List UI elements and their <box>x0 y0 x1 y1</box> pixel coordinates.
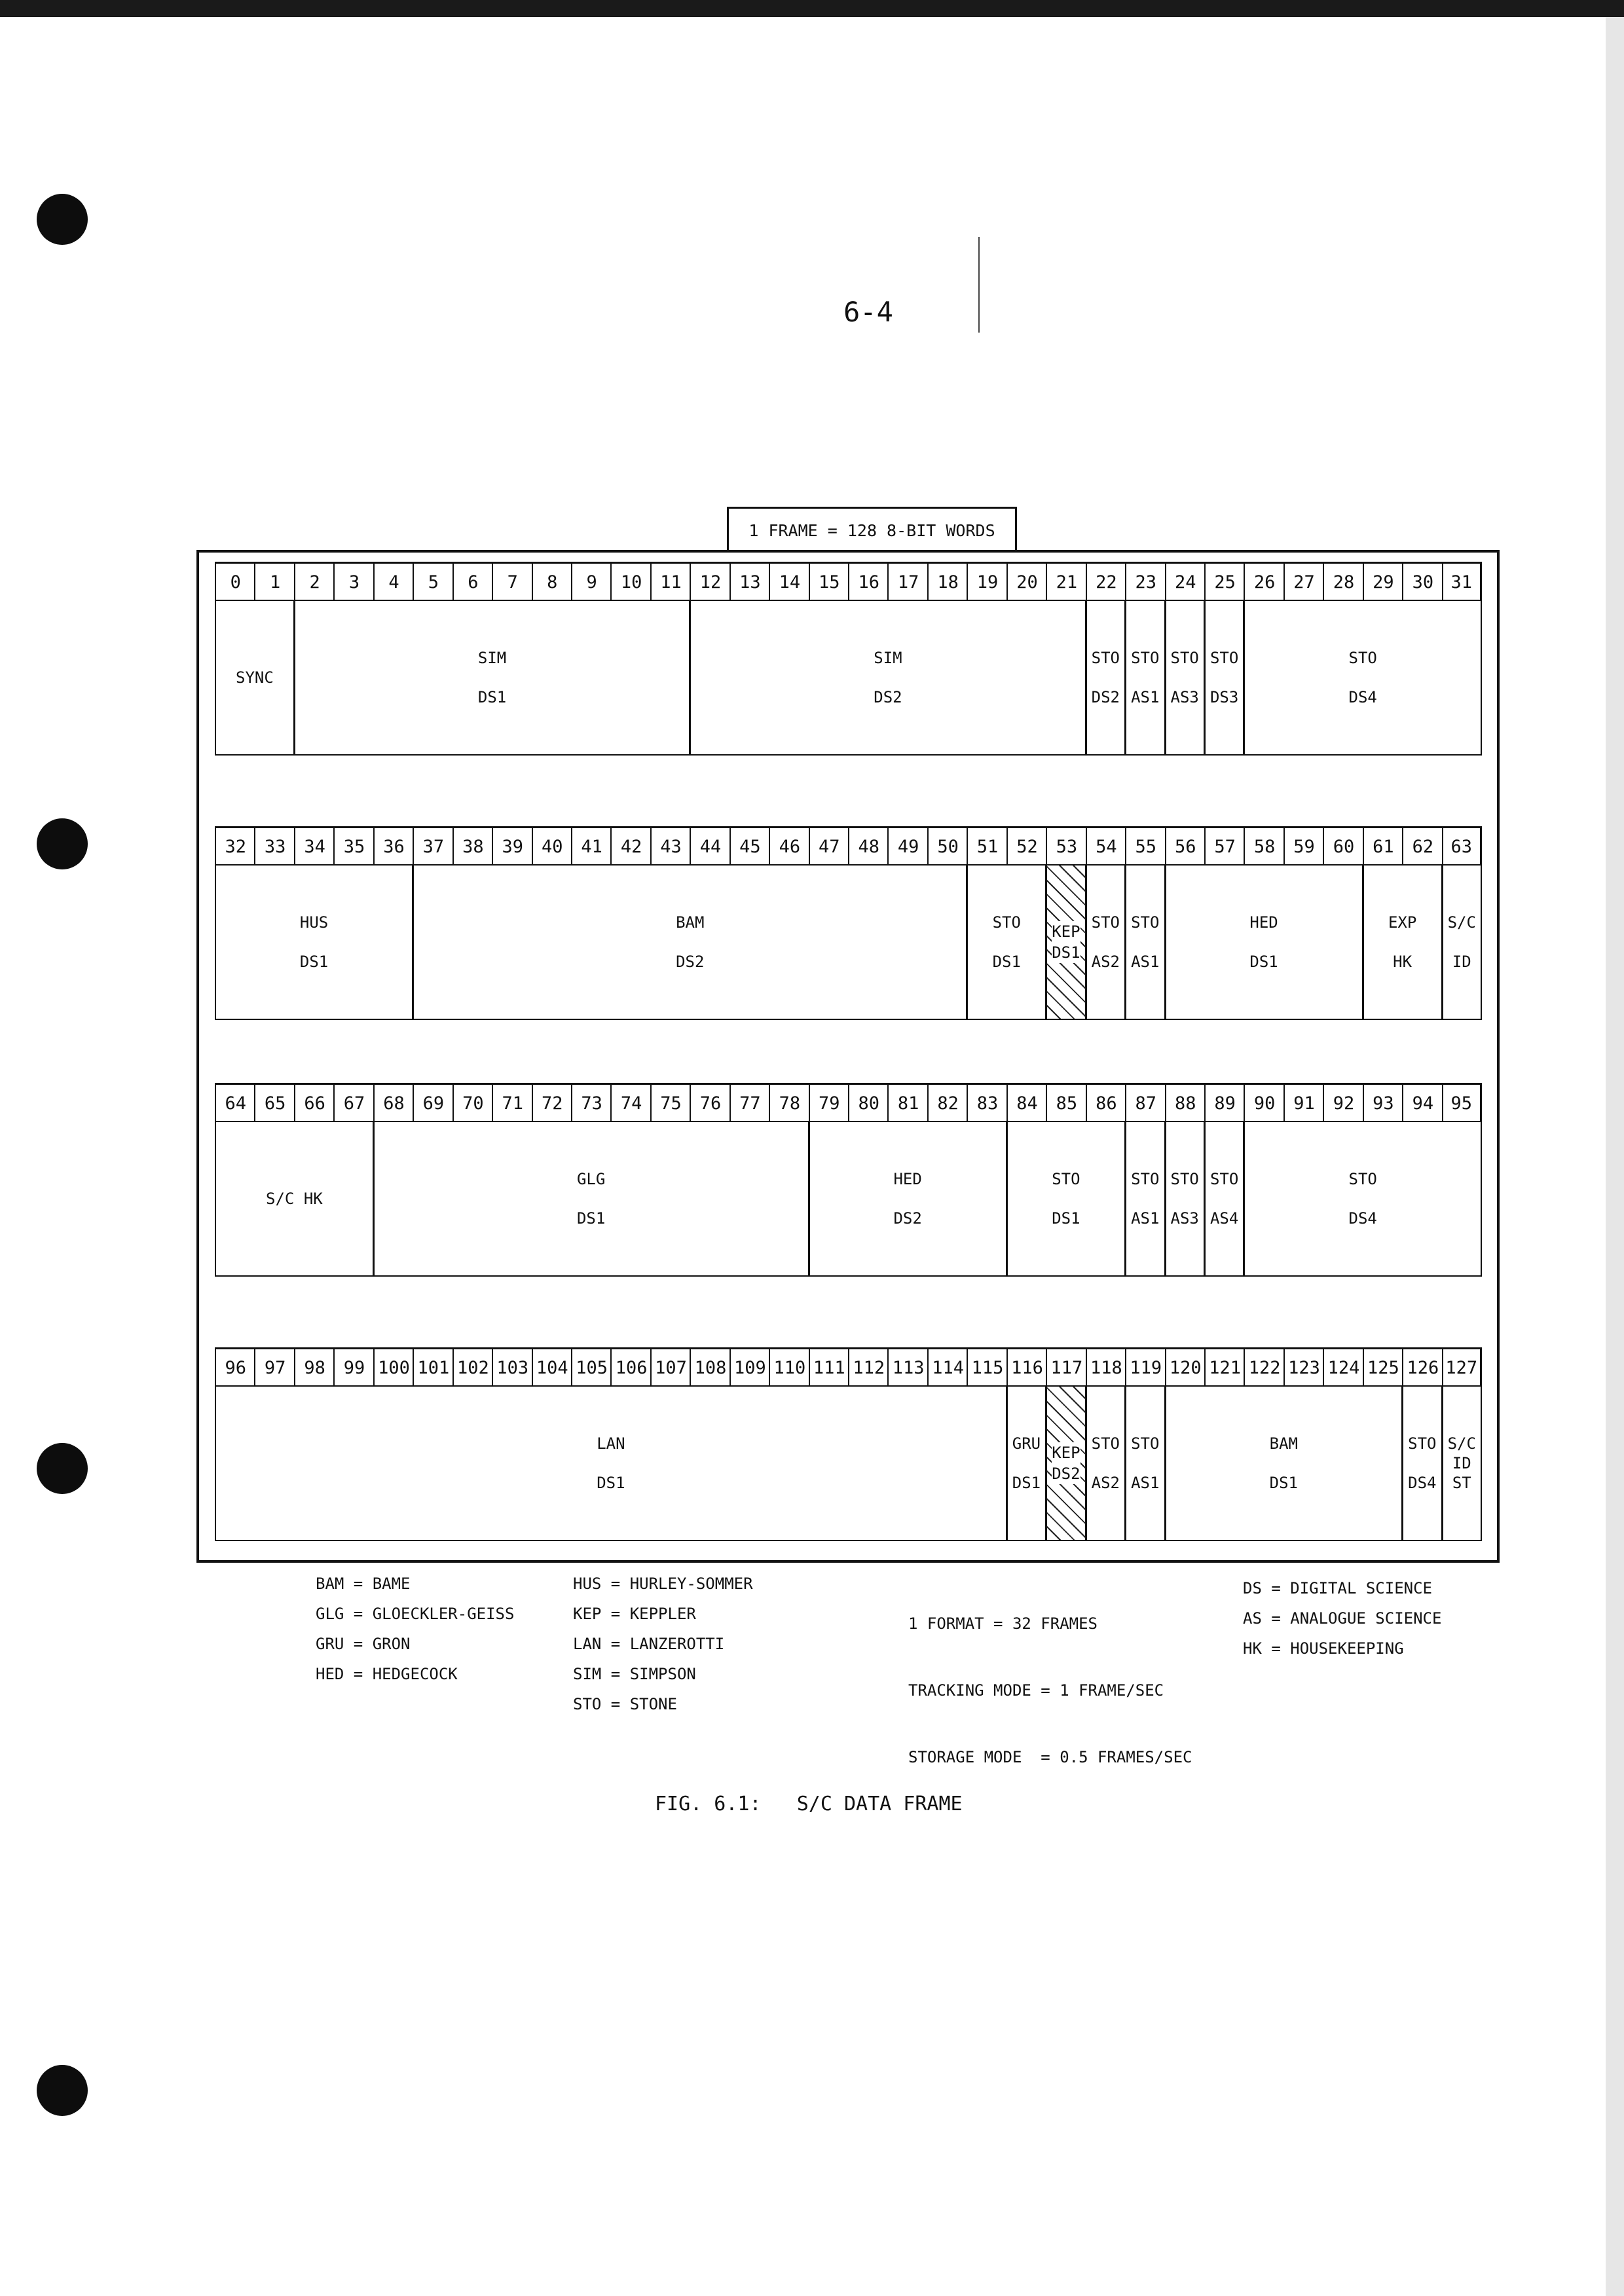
punch-hole-3 <box>37 1443 88 1494</box>
word-number-cell: 73 <box>571 1083 611 1121</box>
word-number-cell: 112 <box>848 1347 888 1385</box>
data-field-label: AS2 <box>1091 1474 1120 1492</box>
legend-entry: TRACKING MODE = 1 FRAME/SEC <box>908 1681 1164 1700</box>
legend-entry: HED = HEDGECOCK <box>316 1665 458 1683</box>
data-field-label: HED <box>893 1170 922 1188</box>
word-number-cell: 81 <box>887 1083 927 1121</box>
legend-entry: AS = ANALOGUE SCIENCE <box>1243 1609 1442 1628</box>
data-field <box>1442 1385 1482 1541</box>
data-field <box>373 1121 809 1277</box>
word-number-cell: 21 <box>1046 562 1086 600</box>
word-number-cell: 93 <box>1363 1083 1403 1121</box>
word-number-cell: 38 <box>452 826 492 864</box>
data-field-label: DS1 <box>576 1209 606 1228</box>
word-number-cell: 48 <box>848 826 888 864</box>
data-field-label: SYNC <box>236 668 274 687</box>
data-field-label: BAM <box>1269 1434 1298 1453</box>
data-field-label: ID <box>1452 1454 1471 1472</box>
word-number-cell: 56 <box>1165 826 1205 864</box>
word-number-cell: 18 <box>927 562 967 600</box>
word-number-cell: 98 <box>294 1347 334 1385</box>
word-number-cell: 19 <box>967 562 1006 600</box>
data-field-label: S/C <box>1447 913 1476 932</box>
data-field-label: STO <box>1131 1170 1160 1188</box>
data-field <box>690 600 1086 756</box>
data-field-label: STO <box>1052 1170 1080 1188</box>
word-number-cell: 120 <box>1165 1347 1205 1385</box>
legend-investigators-1 <box>316 1569 514 1689</box>
word-number-cell: 63 <box>1442 826 1482 864</box>
data-field-label: STO <box>1131 649 1160 667</box>
data-field-label: SIM <box>477 649 507 667</box>
data-field-label: LAN <box>597 1434 625 1453</box>
legend-entry: DS = DIGITAL SCIENCE <box>1243 1579 1432 1597</box>
data-field-label: HED <box>1249 913 1278 932</box>
data-field-label: STO <box>1408 1434 1437 1453</box>
data-field-label: S/C HK <box>266 1190 323 1208</box>
word-number-cell: 68 <box>373 1083 413 1121</box>
word-number-cell: 111 <box>809 1347 849 1385</box>
word-number-cell: 59 <box>1283 826 1323 864</box>
data-field-label: STO <box>1209 649 1239 667</box>
word-number-cell: 101 <box>413 1347 452 1385</box>
word-number-cell: 50 <box>927 826 967 864</box>
word-number-cell: 115 <box>967 1347 1006 1385</box>
legend-modes <box>908 1572 1192 1791</box>
scan-top-border <box>0 0 1624 17</box>
frame-row <box>215 1083 1481 1277</box>
data-field <box>1125 600 1165 756</box>
data-field <box>809 1121 1007 1277</box>
word-number-cell: 85 <box>1046 1083 1086 1121</box>
word-number-cell: 20 <box>1006 562 1046 600</box>
data-field <box>215 600 295 756</box>
data-field <box>1086 600 1126 756</box>
word-number-cell: 30 <box>1402 562 1442 600</box>
data-field <box>1125 1385 1165 1541</box>
word-number-cell: 46 <box>769 826 809 864</box>
legend-entry: KEP = KEPPLER <box>573 1605 696 1623</box>
word-number-cell: 95 <box>1442 1083 1482 1121</box>
data-field <box>1165 864 1363 1020</box>
data-field <box>1363 864 1443 1020</box>
scan-mark <box>978 237 980 333</box>
word-number-cell: 62 <box>1402 826 1442 864</box>
word-number-cell: 33 <box>254 826 294 864</box>
word-number-cell: 76 <box>690 1083 729 1121</box>
word-number-cell: 25 <box>1204 562 1244 600</box>
word-number-cell: 41 <box>571 826 611 864</box>
word-number-cell: 117 <box>1046 1347 1086 1385</box>
data-field-label: DS4 <box>1348 688 1377 706</box>
data-field <box>215 1121 374 1277</box>
word-number-cell: 96 <box>215 1347 255 1385</box>
word-number-cell: 53 <box>1046 826 1086 864</box>
word-number-cell: 106 <box>610 1347 650 1385</box>
data-field-label: DS2 <box>1091 688 1120 706</box>
word-number-cell: 57 <box>1204 826 1244 864</box>
legend-abbreviations <box>1243 1573 1441 1664</box>
word-number-cell: 118 <box>1086 1347 1126 1385</box>
word-number-cell: 61 <box>1363 826 1403 864</box>
data-field-label: HK <box>1393 953 1412 971</box>
data-field-label: AS1 <box>1131 1209 1160 1228</box>
data-field-label: DS2 <box>676 953 705 971</box>
word-number-cell: 49 <box>887 826 927 864</box>
data-field-label: AS3 <box>1170 1209 1199 1228</box>
data-field <box>1165 600 1205 756</box>
data-field-label: STO <box>1091 649 1120 667</box>
word-number-cell: 82 <box>927 1083 967 1121</box>
data-field-label: GLG <box>576 1170 606 1188</box>
data-field-label: EXP <box>1388 913 1417 932</box>
data-field <box>1204 1121 1244 1277</box>
data-field-label: DS2 <box>874 688 902 706</box>
word-number-cell: 64 <box>215 1083 255 1121</box>
data-field-label: DS1 <box>1052 1209 1080 1228</box>
data-field-label: DS1 <box>1052 943 1080 962</box>
data-field-label: STO <box>1348 649 1377 667</box>
scan-right-edge <box>1606 17 1624 2296</box>
word-number-cell: 104 <box>532 1347 572 1385</box>
data-field-label: DS4 <box>1348 1209 1377 1228</box>
word-number-cell: 113 <box>887 1347 927 1385</box>
data-field-label: HUS <box>299 913 329 932</box>
data-field-label: STO <box>1131 1434 1160 1453</box>
data-field <box>1402 1385 1442 1541</box>
word-number-cell: 123 <box>1283 1347 1323 1385</box>
data-field-label: STO <box>1170 649 1199 667</box>
data-field-label: BAM <box>676 913 705 932</box>
word-number-cell: 122 <box>1244 1347 1283 1385</box>
word-number-cell: 23 <box>1125 562 1165 600</box>
word-number-cell: 37 <box>413 826 452 864</box>
data-field-label: DS3 <box>1209 688 1239 706</box>
word-number-cell: 69 <box>413 1083 452 1121</box>
data-field-label: STO <box>1091 913 1120 932</box>
data-field-label: DS1 <box>477 688 507 706</box>
legend-entry: BAM = BAME <box>316 1575 411 1593</box>
word-number-cell: 119 <box>1125 1347 1165 1385</box>
data-field-label: STO <box>1170 1170 1199 1188</box>
word-number-cell: 36 <box>373 826 413 864</box>
word-number-cell: 125 <box>1363 1347 1403 1385</box>
word-number-cell: 65 <box>254 1083 294 1121</box>
data-field-label: STO <box>1091 1434 1120 1453</box>
word-number-cell: 3 <box>333 562 373 600</box>
word-number-cell: 17 <box>887 562 927 600</box>
data-field-label: DS1 <box>1249 953 1278 971</box>
data-field-label: DS1 <box>597 1474 625 1492</box>
data-field <box>1086 1385 1126 1541</box>
word-number-cell: 31 <box>1442 562 1482 600</box>
legend-entry: GLG = GLOECKLER-GEISS <box>316 1605 515 1623</box>
punch-hole-4 <box>37 2065 88 2116</box>
word-number-cell: 22 <box>1086 562 1126 600</box>
data-field-label: STO <box>1348 1170 1377 1188</box>
word-number-cell: 109 <box>729 1347 769 1385</box>
figure-caption: FIG. 6.1: S/C DATA FRAME <box>655 1793 963 1815</box>
data-field-label: ST <box>1452 1474 1471 1492</box>
word-number-cell: 4 <box>373 562 413 600</box>
word-number-cell: 99 <box>333 1347 373 1385</box>
data-field <box>1442 864 1482 1020</box>
word-number-cell: 71 <box>492 1083 532 1121</box>
data-field <box>1046 864 1086 1020</box>
word-number-cell: 100 <box>373 1347 413 1385</box>
legend-entry: SIM = SIMPSON <box>573 1665 696 1683</box>
word-number-cell: 92 <box>1323 1083 1363 1121</box>
word-number-cell: 94 <box>1402 1083 1442 1121</box>
word-number-cell: 9 <box>571 562 611 600</box>
data-field-label: AS1 <box>1131 688 1160 706</box>
word-number-cell: 13 <box>729 562 769 600</box>
word-number-cell: 80 <box>848 1083 888 1121</box>
word-number-cell: 52 <box>1006 826 1046 864</box>
data-field <box>1006 1121 1126 1277</box>
data-field <box>1125 864 1165 1020</box>
word-number-cell: 67 <box>333 1083 373 1121</box>
word-number-cell: 47 <box>809 826 849 864</box>
data-field <box>1086 864 1126 1020</box>
legend-entry: STORAGE MODE = 0.5 FRAMES/SEC <box>908 1748 1192 1766</box>
data-field <box>1006 1385 1046 1541</box>
frame-row <box>215 1347 1481 1541</box>
word-number-cell: 75 <box>650 1083 690 1121</box>
word-number-cell: 32 <box>215 826 255 864</box>
word-number-cell: 60 <box>1323 826 1363 864</box>
word-number-cell: 126 <box>1402 1347 1442 1385</box>
word-number-cell: 7 <box>492 562 532 600</box>
word-number-cell: 54 <box>1086 826 1126 864</box>
data-field-label: AS1 <box>1131 953 1160 971</box>
data-field-label: AS1 <box>1131 1474 1160 1492</box>
word-number-cell: 10 <box>610 562 650 600</box>
frame-caption: 1 FRAME = 128 8-BIT WORDS <box>727 507 1017 552</box>
data-field-label: DS1 <box>1012 1474 1041 1492</box>
word-number-cell: 84 <box>1006 1083 1046 1121</box>
word-number-cell: 35 <box>333 826 373 864</box>
word-number-cell: 77 <box>729 1083 769 1121</box>
word-number-cell: 0 <box>215 562 255 600</box>
word-number-cell: 6 <box>452 562 492 600</box>
data-field-label: STO <box>1131 913 1160 932</box>
data-field-label: KEP <box>1052 1444 1080 1462</box>
word-number-cell: 39 <box>492 826 532 864</box>
data-field-label: GRU <box>1012 1434 1041 1453</box>
word-number-cell: 87 <box>1125 1083 1165 1121</box>
legend-investigators-2 <box>573 1569 753 1719</box>
data-field-label: S/C <box>1447 1434 1476 1453</box>
legend-entry: GRU = GRON <box>316 1635 411 1653</box>
punch-hole-2 <box>37 818 88 869</box>
word-number-cell: 116 <box>1006 1347 1046 1385</box>
data-field-label: AS3 <box>1170 688 1199 706</box>
word-number-cell: 58 <box>1244 826 1283 864</box>
word-number-cell: 1 <box>254 562 294 600</box>
frame-row <box>215 826 1481 1020</box>
punch-hole-1 <box>37 194 88 245</box>
data-field-label: DS2 <box>893 1209 922 1228</box>
legend-entry: LAN = LANZEROTTI <box>573 1635 725 1653</box>
data-field <box>413 864 967 1020</box>
legend-entry: HK = HOUSEKEEPING <box>1243 1639 1404 1658</box>
data-field <box>1125 1121 1165 1277</box>
word-number-cell: 78 <box>769 1083 809 1121</box>
frame-row <box>215 562 1481 756</box>
word-number-cell: 108 <box>690 1347 729 1385</box>
data-field-label: SIM <box>874 649 902 667</box>
word-number-cell: 86 <box>1086 1083 1126 1121</box>
data-field <box>215 1385 1007 1541</box>
word-number-cell: 40 <box>532 826 572 864</box>
word-number-cell: 42 <box>610 826 650 864</box>
word-number-cell: 14 <box>769 562 809 600</box>
word-number-cell: 44 <box>690 826 729 864</box>
word-number-cell: 83 <box>967 1083 1006 1121</box>
word-number-cell: 103 <box>492 1347 532 1385</box>
word-number-cell: 28 <box>1323 562 1363 600</box>
word-number-cell: 45 <box>729 826 769 864</box>
data-field-label: DS4 <box>1408 1474 1437 1492</box>
word-number-cell: 5 <box>413 562 452 600</box>
word-number-cell: 89 <box>1204 1083 1244 1121</box>
word-number-cell: 16 <box>848 562 888 600</box>
word-number-cell: 34 <box>294 826 334 864</box>
data-field <box>1244 600 1482 756</box>
word-number-cell: 127 <box>1442 1347 1482 1385</box>
legend-entry: 1 FORMAT = 32 FRAMES <box>908 1614 1098 1633</box>
word-number-cell: 8 <box>532 562 572 600</box>
word-number-cell: 55 <box>1125 826 1165 864</box>
data-field <box>1046 1385 1086 1541</box>
word-number-cell: 107 <box>650 1347 690 1385</box>
word-number-cell: 43 <box>650 826 690 864</box>
word-number-cell: 105 <box>571 1347 611 1385</box>
data-field-label: DS1 <box>299 953 329 971</box>
word-number-cell: 110 <box>769 1347 809 1385</box>
word-number-cell: 88 <box>1165 1083 1205 1121</box>
word-number-cell: 11 <box>650 562 690 600</box>
legend-entry: HUS = HURLEY-SOMMER <box>573 1575 753 1593</box>
page-number: 6-4 <box>843 296 893 328</box>
data-field-label: DS1 <box>1269 1474 1298 1492</box>
word-number-cell: 12 <box>690 562 729 600</box>
data-field <box>1204 600 1244 756</box>
data-field <box>294 600 690 756</box>
data-field <box>1165 1385 1403 1541</box>
word-number-cell: 72 <box>532 1083 572 1121</box>
word-number-cell: 91 <box>1283 1083 1323 1121</box>
data-field-label: AS4 <box>1209 1209 1239 1228</box>
word-number-cell: 51 <box>967 826 1006 864</box>
data-field <box>1244 1121 1482 1277</box>
word-number-cell: 97 <box>254 1347 294 1385</box>
data-field-label: DS2 <box>1052 1465 1080 1483</box>
word-number-cell: 2 <box>294 562 334 600</box>
data-field <box>1165 1121 1205 1277</box>
word-number-cell: 70 <box>452 1083 492 1121</box>
data-field-label: STO <box>1209 1170 1239 1188</box>
word-number-cell: 26 <box>1244 562 1283 600</box>
data-field <box>215 864 413 1020</box>
legend-entry: STO = STONE <box>573 1695 677 1713</box>
data-field-label: KEP <box>1052 922 1080 941</box>
data-field-label: AS2 <box>1091 953 1120 971</box>
word-number-cell: 27 <box>1283 562 1323 600</box>
data-field-label: DS1 <box>992 953 1021 971</box>
word-number-cell: 121 <box>1204 1347 1244 1385</box>
word-number-cell: 124 <box>1323 1347 1363 1385</box>
data-field <box>967 864 1046 1020</box>
word-number-cell: 90 <box>1244 1083 1283 1121</box>
word-number-cell: 15 <box>809 562 849 600</box>
word-number-cell: 102 <box>452 1347 492 1385</box>
word-number-cell: 29 <box>1363 562 1403 600</box>
word-number-cell: 79 <box>809 1083 849 1121</box>
word-number-cell: 74 <box>610 1083 650 1121</box>
data-field-label: ID <box>1452 953 1471 971</box>
word-number-cell: 24 <box>1165 562 1205 600</box>
word-number-cell: 114 <box>927 1347 967 1385</box>
word-number-cell: 66 <box>294 1083 334 1121</box>
data-field-label: STO <box>992 913 1021 932</box>
